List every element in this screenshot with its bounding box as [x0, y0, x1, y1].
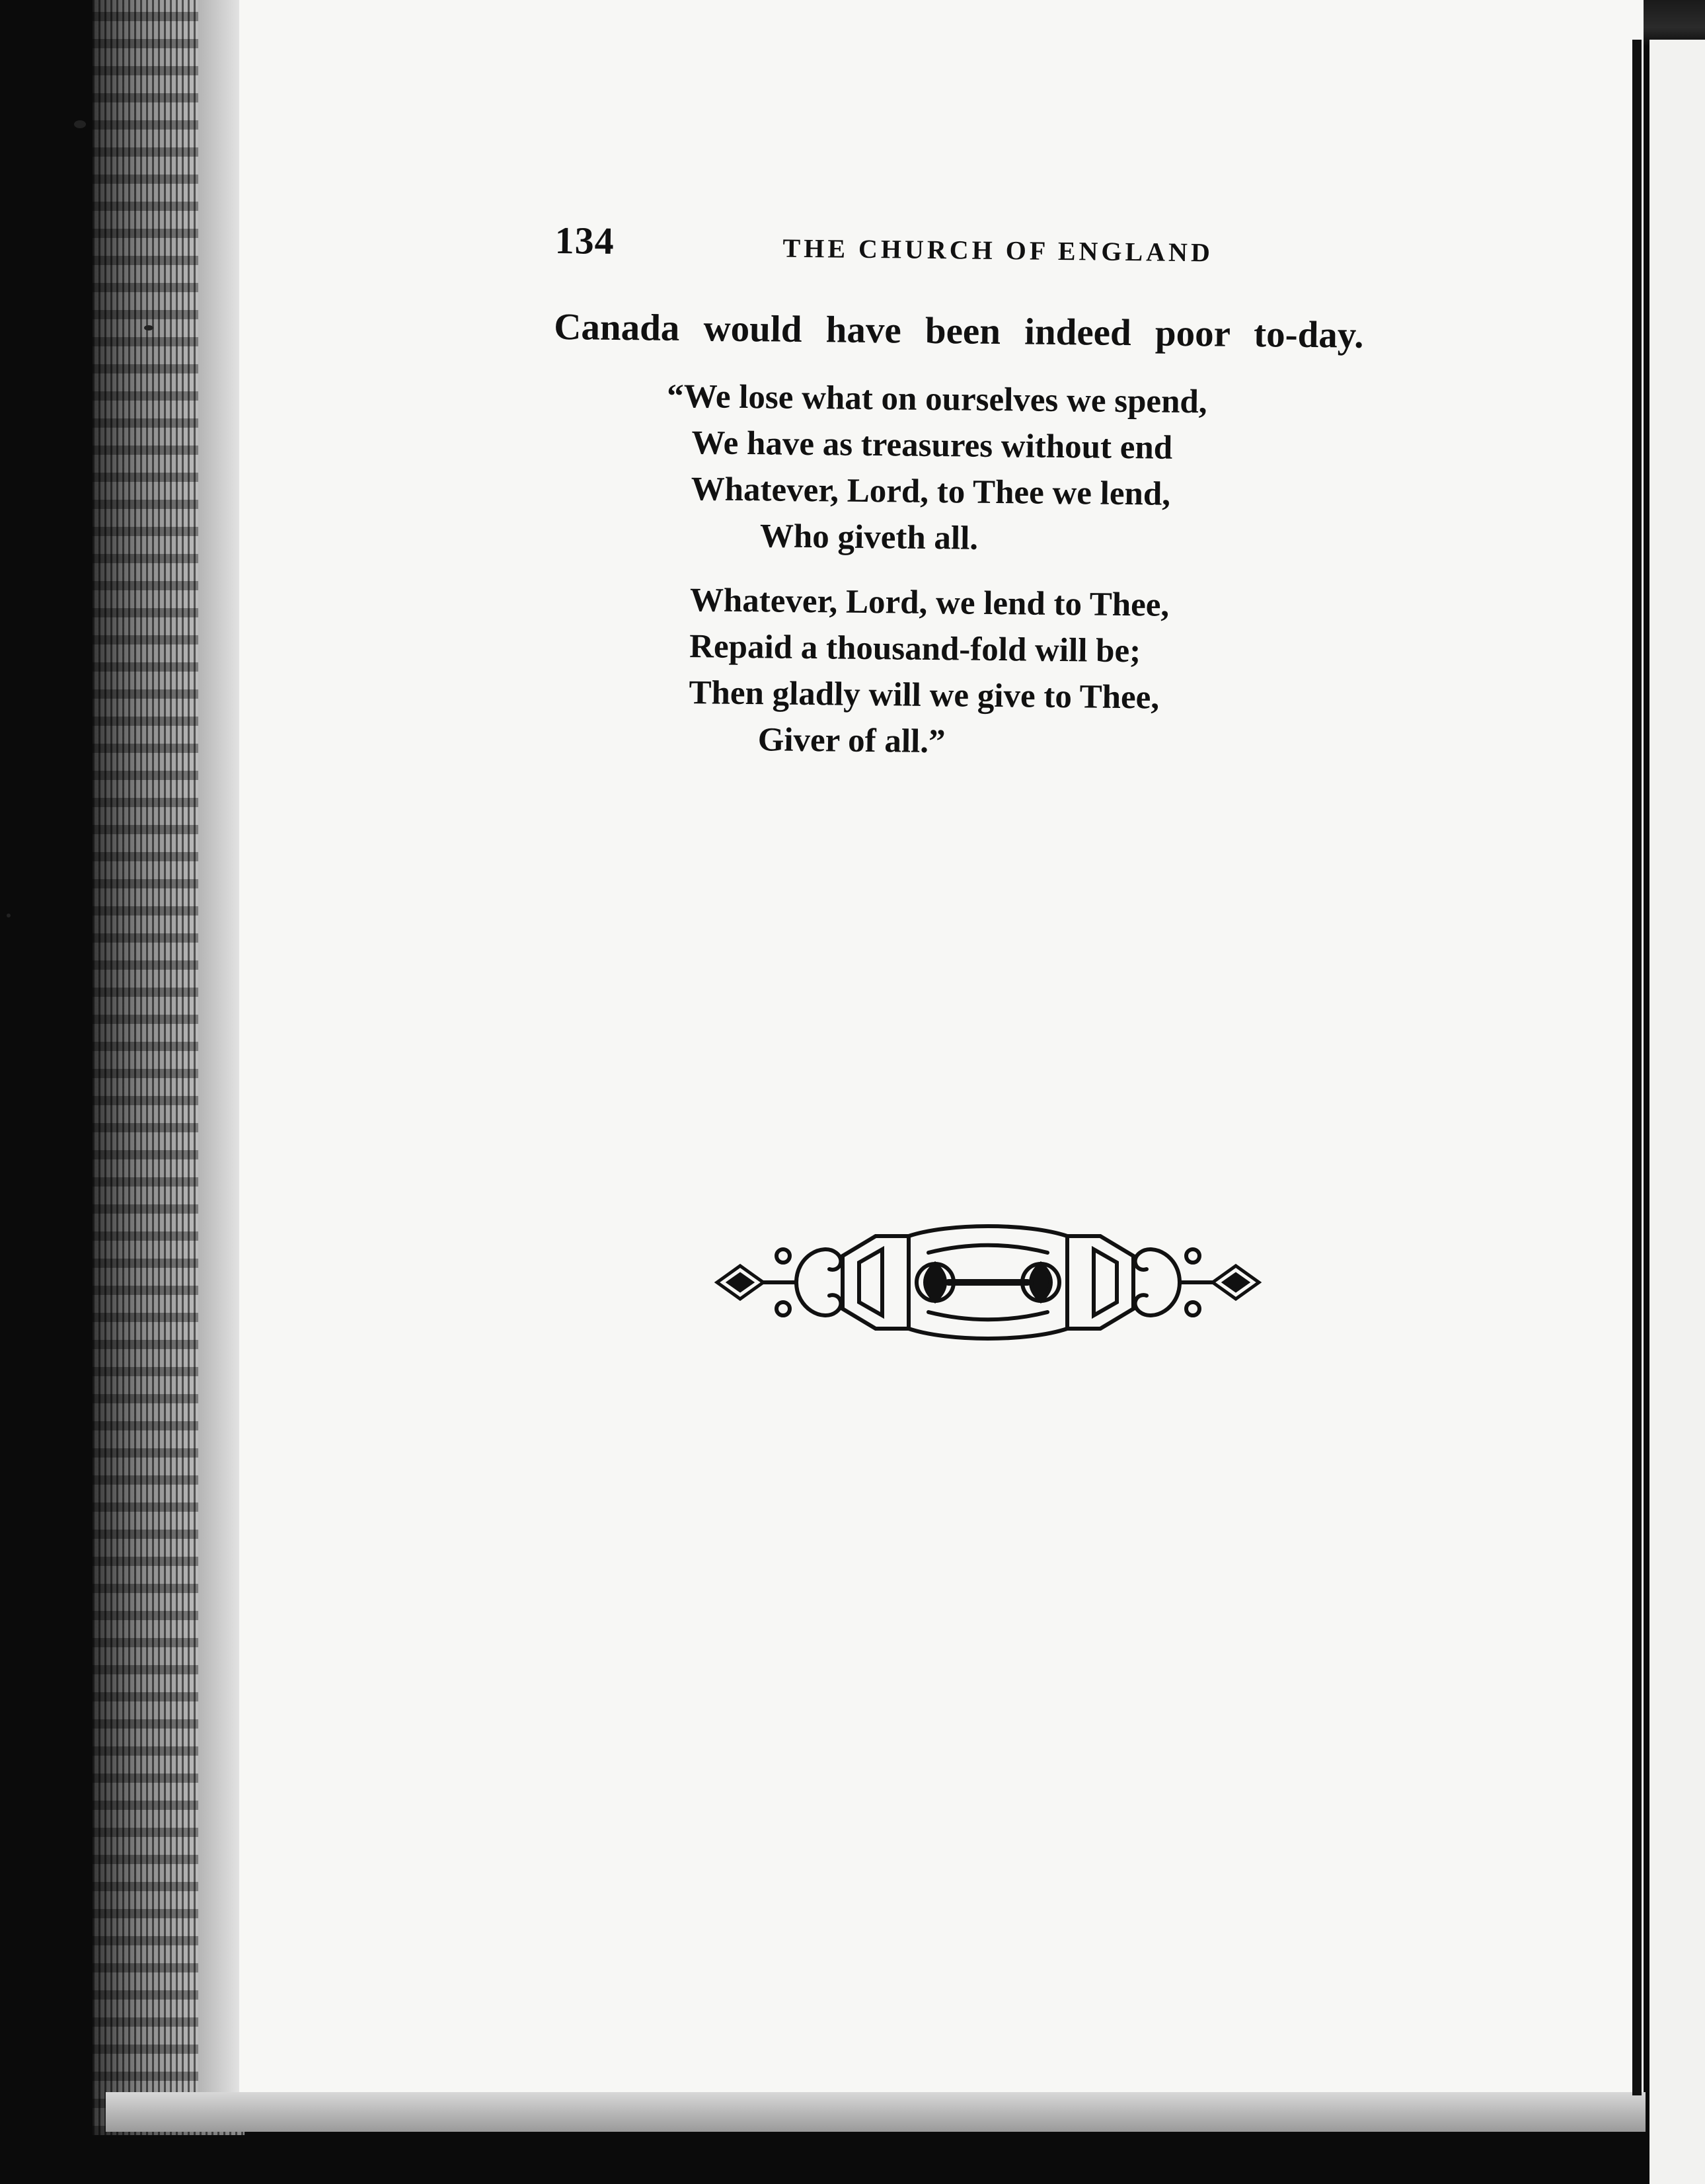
dust-speck [74, 120, 86, 128]
dust-speck [7, 914, 11, 917]
facing-page-edge [1649, 40, 1705, 2184]
poem-line: Then gladly will we give to Thee, [689, 674, 1160, 717]
poem [666, 373, 1465, 770]
poem-line: Who giveth all. [759, 518, 979, 557]
poem-line: We have as treasures without end [691, 424, 1173, 467]
page-bottom-shadow [106, 2092, 1646, 2132]
scrollwork-tailpiece-icon [710, 1216, 1266, 1348]
book-page-edge-highlight [198, 0, 245, 2115]
poem-line: Giver of all.” [757, 721, 946, 761]
poem-line: Whatever, Lord, to Thee we lend, [691, 471, 1171, 513]
running-head-title: THE CHURCH OF ENGLAND [782, 233, 1214, 268]
poem-line: Repaid a thousand-fold will be; [689, 628, 1141, 670]
page-gutter [1632, 40, 1642, 2095]
prose-line: Canada would have been indeed poor to-day. [553, 305, 1364, 356]
page-number: 134 [554, 218, 615, 262]
page-content [549, 218, 1467, 789]
running-head [554, 218, 1467, 293]
dust-speck [144, 325, 153, 331]
poem-line: Whatever, Lord, we lend to Thee, [689, 582, 1170, 624]
poem-stanza-2 [688, 577, 1463, 770]
poem-line: “We lose what on ourselves we spend, [666, 377, 1207, 421]
poem-stanza-1 [666, 373, 1466, 566]
